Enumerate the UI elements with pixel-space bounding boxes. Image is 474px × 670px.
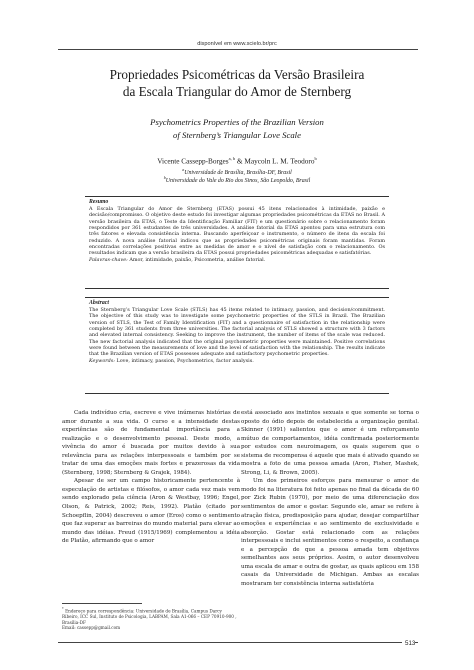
abstract-keywords-label: Keywords: (89, 357, 115, 364)
page-number: 513 (402, 640, 415, 647)
paragraph: Um dos primeiros esforços para mensurar o amor de modo foi na literatura foi feito apenas no final da década de 60 por Zick Rubin (1970), por meio de uma diferenciação dos sentimentos de amor e gostar. Segundo ele, amar se refere à atração física, predisposição para ajudar, desejar compartilhar emoções e experiências e ao sentimento de exclusividade e absorção. Gostar está relacionado com as relações interpessoais e inclui sentimentos como o respeito, a confiança e a percepção de que a pessoa amada tem objetivos semelhantes aos seus próprios. Assim, o autor desenvolveu uma escala de amar e outra de gostar, as quais aplicou em 158 casais da Universidade de Michigan. Ambas as escalas mostraram ter consistência interna satisfatória (241, 478, 419, 587)
paragraph: Apesar de ser um campo historicamente pertencente à especulação de artistas e filósofos, o amor cada vez mais vem sendo explorado pela ciência (Aron & Westbay, 1996; Engel, Olson, & Patrick, 2002; Reis, 1992). Platão (citado por Schoepflin, 2004) descreveu o amor (Eros) como o sentimento que faz superar as barreiras do mundo material para elevar ao mundo das idéias. Freud (1915/1969) complementou a idéia de Platão, afirmando que o amor (62, 478, 240, 545)
footnote-rule (62, 603, 142, 604)
author-2: & Maycoln L. M. Teodoro (235, 156, 315, 166)
resumo-box (85, 196, 389, 289)
abstract-keywords-text: Love, intimacy, passion, Psychometrics, factor analysis. (114, 357, 254, 364)
body-column-left (62, 409, 240, 546)
footnote-email: Email: cassepp@gmail.com (62, 625, 121, 631)
footnote-marker: * (62, 607, 64, 611)
english-title-line-1: Psychometrics Properties of the Brazilian Version (150, 117, 324, 127)
affiliation-b-text: Universidade do Vale do Rio dos Sinos, São Leopoldo, Brasil (165, 177, 311, 184)
affiliation-a-sup: a (182, 167, 185, 172)
affiliation-a-text: Universidade de Brasília, Brasília-DF, Brasil (184, 169, 292, 176)
body-column-right (241, 409, 419, 588)
resumo-keywords-text: Amor, intimidade, paixão, Psicometria, análise fatorial. (127, 256, 266, 263)
affiliation-b (40, 174, 434, 185)
correspondence-footnote (62, 607, 237, 631)
abstract-body: The Sternberg’s Triangular Love Scale (STLS) has 45 items related to intimacy, passion, and decision/commitment. The objective of this study was to investigate some psychometric properties of the STLS in Brazil. The Brazilian version of STLS, the Test of Family Identification (FIT) and a questionnaire of satisfaction in the relationship were completed by 361 students from three universities. The factorial analysis of STLS showed a structure with 3 factors and elevated internal consistency. Seeking to improve the instrument, the number of items of the scale was reduced. The new factorial analysis indicated that the original psychometric properties were maintained. Positive correlations were found between the measurements of love and the level of satisfaction with the relationship. The results indicate that the Brazilian version of ETAS possesses adequate and satisfactory psychometric properties. (89, 307, 385, 358)
bottom-rule (58, 642, 418, 643)
resumo-body: A Escala Triangular do Amor de Sternberg (ETAS) possui 45 itens relacionados à intimidade, paixão e decisão/compromisso. O objetivo deste estudo foi investigar algumas propriedades psicométricas da ETAS no Brasil. A versão brasileira da ETAS, o Teste da Identificação Familiar (FIT) e um questionário sobre o relacionamento foram respondidos por 361 estudantes de três universidades. A análise fatorial da ETAS apontou para uma estrutura com três fatores e elevada consistência interna. Buscando aperfeiçoar o instrumento, o número de itens da escala foi reduzido. A nova análise fatorial indicou que as propriedades psicométricas originais foram mantidas. Foram encontradas correlações positivas entre as medidas de amor e o nível de satisfação com o relacionamento. Os resultados indicam que a versão brasileira da ETAS possui propriedades psicométricas adequadas e satisfatórias. (89, 206, 385, 257)
abstract-keywords (89, 358, 385, 364)
author-1: Vicente Cassepp-Borges (157, 156, 229, 166)
english-title-line-2: of Sternberg’s Triangular Love Scale (173, 129, 301, 140)
title-line-1: Propriedades Psicométricas da Versão Brasileira (109, 67, 365, 82)
top-rule (58, 49, 418, 50)
resumo-keywords (89, 257, 385, 263)
author-2-sup: b (314, 156, 317, 161)
english-title (60, 116, 414, 141)
paragraph: está associado aos instintos sexuais e que somente se torna o oposto do ódio depois de estabelecida a organização genital. Skinner (1991) salientou que o amor é um reforçamento mútuo de comportamentos, idéia confirmada posteriormente por estudos com neuroimagem, os quais sugerem que o sistema de recompensa é aquele que mais é ativado quando se mostra a foto de uma pessoa amada (Aron, Fisher, Mashek, Strong, Li, & Brown, 2005). (241, 410, 419, 476)
title-line-2: da Escala Triangular do Amor de Sternberg (122, 83, 352, 99)
footnote-address: Endereço para correspondência: Universidade de Brasília, Campus Darcy Ribeiro, ICC Sul, Instituto de Psicologia, LABPAM, Sala A1-066 – CEP 70910-900 , Brasília-DF (62, 608, 237, 625)
authors (40, 154, 434, 166)
paragraph: Cada indivíduo cria, escreve e vive inúmeras histórias de amor durante a sua vida. O curso e a intensidade destas experiências são de fundamental importância para a realização e o desenvolvimento pessoal. Deste modo, a vivência do amor é buscada por muitos devido à sua relevância para as relações interpessoais e também por se tratar de uma das emoções mais fortes e prazerosas da vida (Sternberg, 1998; Sternberg & Grajek, 1984). (62, 410, 240, 476)
author-1-sup: a, b (228, 156, 236, 161)
journal-url: disponível em www.scielo.br/prc (197, 41, 277, 47)
resumo-keywords-label: Palavras-chave: (89, 256, 128, 263)
article-title (40, 67, 434, 100)
resumo-heading: Resumo (89, 199, 109, 205)
abstract-heading: Abstract (89, 300, 109, 306)
affiliation-b-sup: b (163, 175, 166, 180)
abstract-box (85, 297, 389, 394)
